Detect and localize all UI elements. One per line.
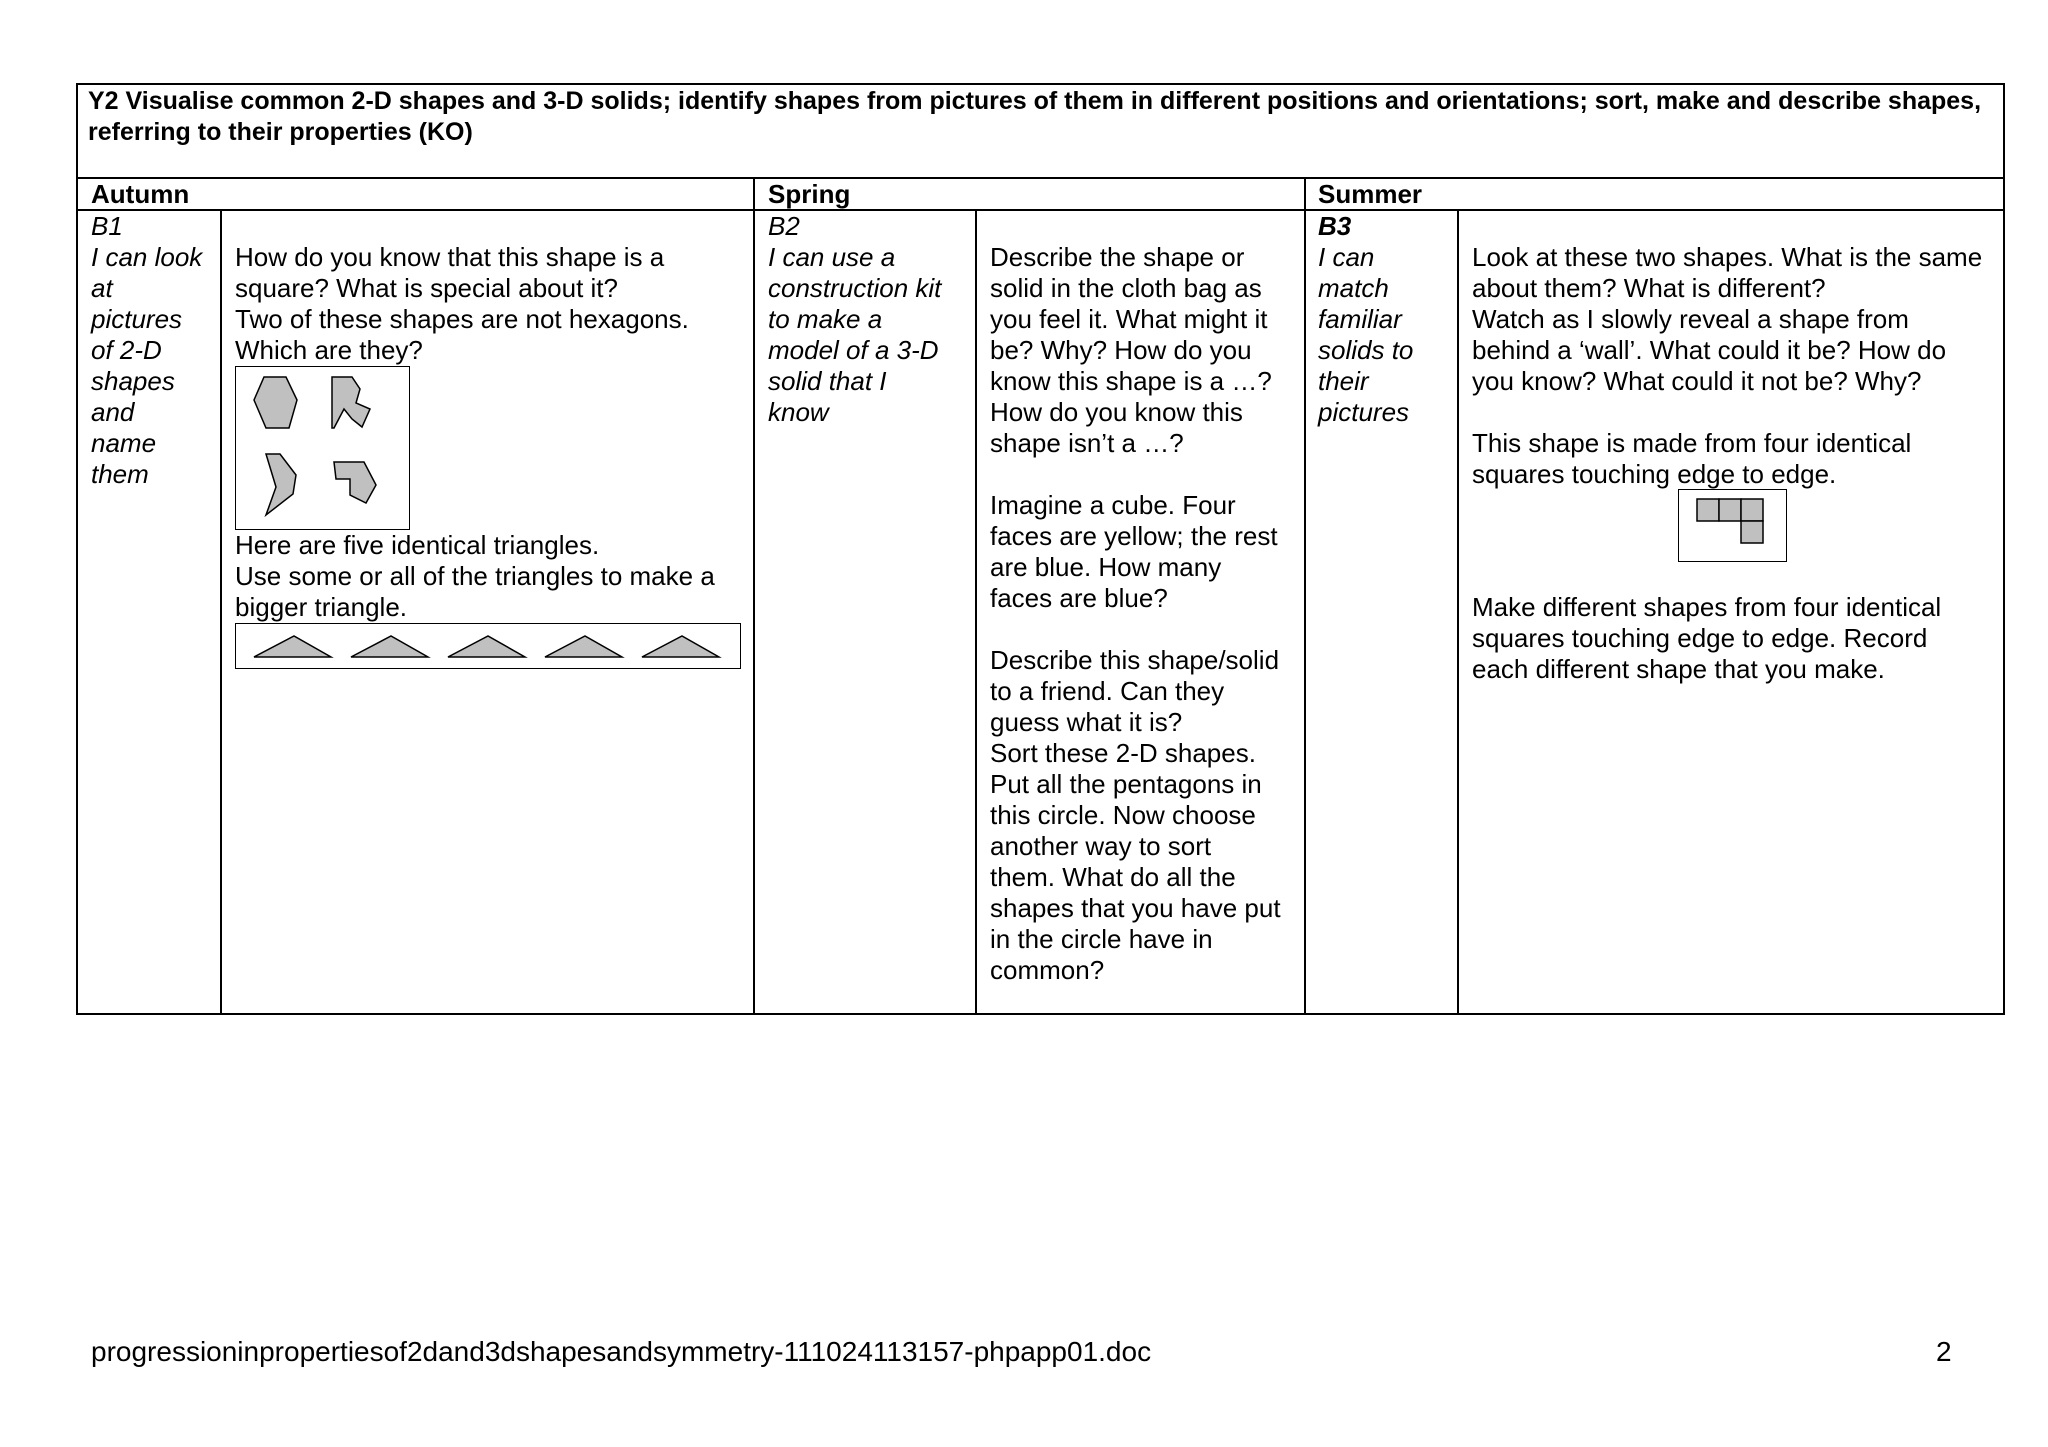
autumn-triangles-text: Here are five identical triangles. Use some or all of the triangles to make a bigger triangle. bbox=[235, 530, 715, 622]
spring-header: Spring bbox=[768, 179, 851, 209]
square-tile bbox=[1719, 499, 1741, 521]
title-divider bbox=[76, 177, 2005, 179]
column-divider bbox=[975, 209, 977, 1015]
square-tile bbox=[1697, 499, 1719, 521]
square-tile bbox=[1741, 499, 1763, 521]
season-divider bbox=[76, 209, 2005, 211]
summer-objective: I can match familiar solids to their pictures bbox=[1318, 242, 1414, 427]
spring-code: B2 bbox=[768, 211, 800, 241]
spring-objective: I can use a construction kit to make a model of a 3-D solid that I know bbox=[768, 242, 942, 427]
triangle-shape bbox=[254, 636, 331, 657]
footer-filename: progressioninpropertiesof2dand3dshapesandsymmetry-111024113157-phpapp01.doc bbox=[91, 1336, 1152, 1367]
summer-code: B3 bbox=[1318, 211, 1352, 241]
triangle-shape bbox=[642, 636, 719, 657]
column-divider bbox=[1304, 177, 1306, 1015]
autumn-objective: I can look at pictures of 2-D shapes and name them bbox=[91, 242, 203, 489]
arrow-shape bbox=[266, 454, 296, 515]
summer-make-shapes-text: Make different shapes from four identical squares touching edge to edge. Record each different shape that you make. bbox=[1472, 592, 1942, 684]
objective-title: Y2 Visualise common 2-D shapes and 3-D solids; identify shapes from pictures of them in different positions and orientations; sort, make and describe shapes, referring to their properties (KO) bbox=[88, 87, 1982, 146]
summer-header: Summer bbox=[1318, 179, 1423, 209]
triangle-shape bbox=[448, 636, 525, 657]
autumn-header: Autumn bbox=[91, 179, 190, 209]
hexagon-shapes-figure bbox=[235, 366, 410, 530]
column-divider bbox=[1457, 209, 1459, 1015]
column-divider bbox=[753, 177, 755, 1015]
page-number: 2 bbox=[1936, 1336, 1952, 1367]
pentagon-shape bbox=[334, 462, 376, 503]
autumn-questions: How do you know that this shape is a square? What is special about it? Two of these shapes are not hexagons. Which are they? bbox=[235, 242, 689, 365]
triangle-shape bbox=[545, 636, 622, 657]
summer-questions: Look at these two shapes. What is the same about them? What is different? Watch as I slowly reveal a shape from behind a ‘wall’. What could it be? How do you know? What could it not be? Why? This shape is made from four identical squares touching edge to edge. bbox=[1472, 242, 1983, 489]
squares-figure bbox=[1678, 489, 1787, 562]
triangle-shape bbox=[351, 636, 428, 657]
hexagon-shape bbox=[254, 377, 297, 428]
autumn-code: B1 bbox=[91, 211, 123, 241]
spring-questions: Describe the shape or solid in the cloth bag as you feel it. What might it be? Why? How do you know this shape is a …? How do you know this shape isn’t a …? Imagine a cube. Four faces are yellow; the rest are blue. How many faces are blue? Describe this shape/solid to a friend. Can they guess what it is? Sort these 2-D shapes. Put all the pentagons in this circle. Now choose another way to sort them. What do all the shapes that you have put in the circle have in common? bbox=[990, 242, 1281, 985]
irregular-shape bbox=[332, 377, 370, 428]
column-divider bbox=[220, 209, 222, 1015]
square-tile bbox=[1741, 521, 1763, 543]
triangles-figure bbox=[235, 623, 741, 669]
